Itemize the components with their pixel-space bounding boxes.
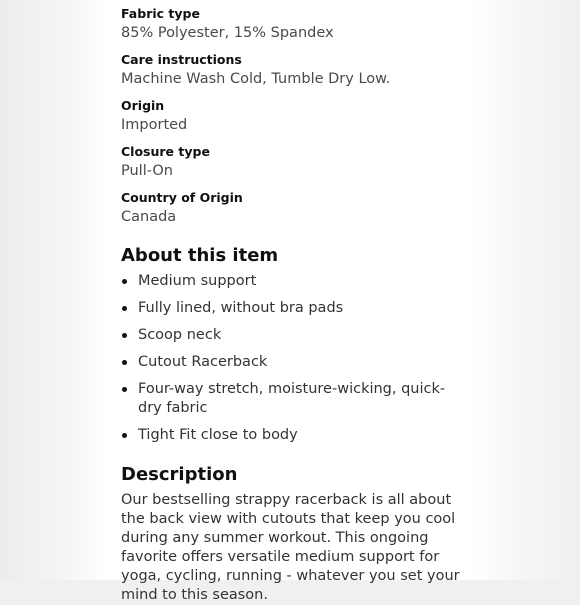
bullet-item bbox=[121, 272, 466, 291]
detail-origin bbox=[121, 98, 466, 136]
bullet-dot-icon bbox=[122, 387, 127, 392]
detail-value: Imported bbox=[121, 117, 188, 133]
bullet-text: Scoop neck bbox=[138, 327, 222, 343]
bullet-text: Medium support bbox=[138, 273, 257, 289]
detail-label: Care instructions bbox=[121, 52, 242, 67]
product-details-content bbox=[121, 6, 466, 605]
detail-value: 85% Polyester, 15% Spandex bbox=[121, 25, 334, 41]
bullet-text: Tight Fit close to body bbox=[138, 427, 298, 443]
detail-care-instructions bbox=[121, 52, 466, 90]
detail-label: Origin bbox=[121, 98, 165, 113]
bullet-dot-icon bbox=[122, 360, 127, 365]
bullet-item bbox=[121, 426, 466, 445]
bullet-item bbox=[121, 299, 466, 318]
bullet-text: Cutout Racerback bbox=[138, 354, 268, 370]
detail-value: Pull-On bbox=[121, 163, 173, 179]
detail-closure-type bbox=[121, 144, 466, 182]
bullet-dot-icon bbox=[122, 279, 127, 284]
detail-label: Country of Origin bbox=[121, 190, 243, 205]
detail-value: Canada bbox=[121, 209, 177, 225]
detail-country-of-origin bbox=[121, 190, 466, 228]
bullet-item bbox=[121, 353, 466, 372]
detail-label: Closure type bbox=[121, 144, 210, 159]
bullet-item bbox=[121, 326, 466, 345]
detail-value: Machine Wash Cold, Tumble Dry Low. bbox=[121, 71, 391, 87]
bullet-dot-icon bbox=[122, 333, 127, 338]
about-bullet-list bbox=[121, 272, 466, 445]
bullet-dot-icon bbox=[122, 433, 127, 438]
about-section-title: About this item bbox=[121, 245, 279, 266]
detail-label: Fabric type bbox=[121, 6, 200, 21]
description-text: Our bestselling strappy racerback is all about the back view with cutouts that keep you cool during any summer workout. This ongoing favorite offers versatile medium support for yoga, cycling, running - whatever you set your mind to this season. bbox=[121, 492, 460, 603]
bullet-text: Fully lined, without bra pads bbox=[138, 300, 344, 316]
bullet-item bbox=[121, 380, 466, 418]
detail-fabric-type bbox=[121, 6, 466, 44]
bullet-text: Four-way stretch, moisture-wicking, quick-dry fabric bbox=[138, 381, 446, 416]
bullet-dot-icon bbox=[122, 306, 127, 311]
description-title: Description bbox=[121, 464, 238, 485]
